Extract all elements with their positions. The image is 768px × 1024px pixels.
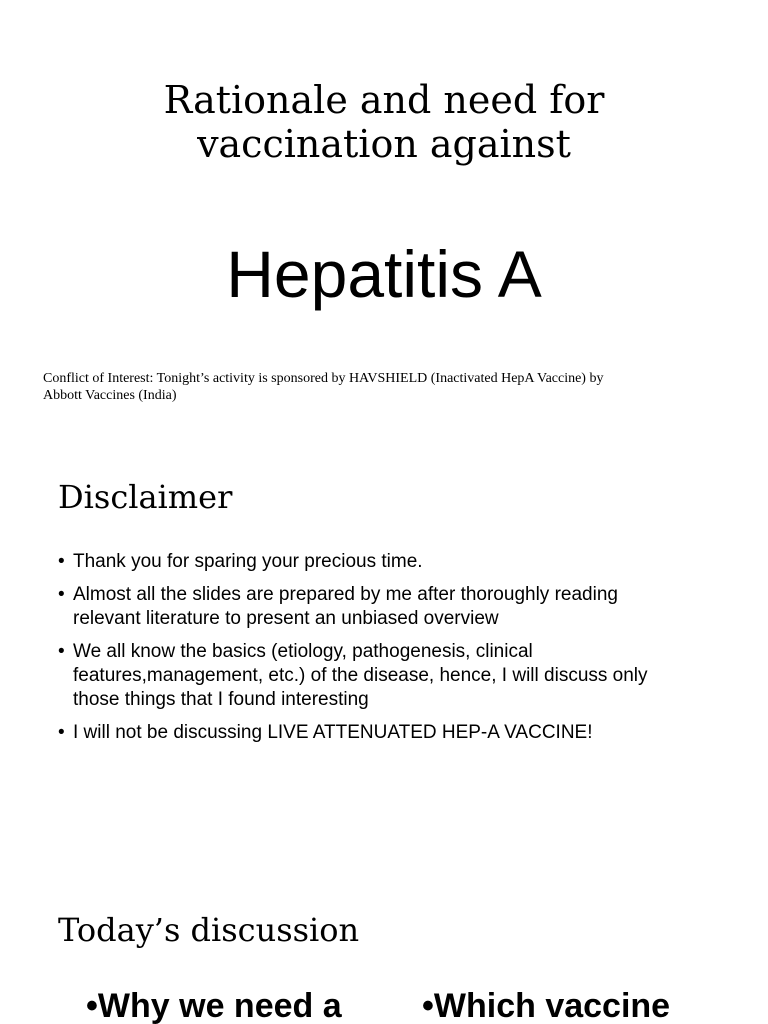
bullet-dot: • <box>58 551 65 572</box>
title-line-2: vaccination against <box>197 122 571 166</box>
disclaimer-slide <box>0 440 768 860</box>
bullet-dot: • <box>58 722 65 743</box>
main-title: Hepatitis A <box>226 237 542 311</box>
bullet-text-line: Almost all the slides are prepared by me after thoroughly reading <box>73 584 618 605</box>
bullet-list <box>58 550 708 754</box>
discussion-right-point: •Which vaccine <box>422 987 671 1024</box>
title-slide <box>0 0 768 440</box>
bullet-dot: • <box>58 584 65 605</box>
bullet-item <box>58 721 708 745</box>
bullet-text-line: those things that I found interesting <box>73 689 369 710</box>
discussion-slide <box>0 860 768 1024</box>
conflict-line-2: Abbott Vaccines (India) <box>43 388 177 403</box>
bullet-dot: • <box>58 641 65 662</box>
bullet-text-line: We all know the basics (etiology, pathogenesis, clinical <box>73 641 533 662</box>
discussion-heading: Today’s discussion <box>58 911 360 949</box>
slide-title <box>0 78 768 166</box>
bullet-text-line: features,management, etc.) of the disease, hence, I will discuss only <box>73 665 648 686</box>
bullet-item <box>58 640 708 712</box>
conflict-of-interest <box>43 370 733 404</box>
title-line-1: Rationale and need for <box>163 78 605 122</box>
bullet-item <box>58 583 708 631</box>
disclaimer-heading: Disclaimer <box>58 478 233 516</box>
bullet-text-line: I will not be discussing LIVE ATTENUATED HEP-A VACCINE! <box>73 722 593 743</box>
bullet-text-line: Thank you for sparing your precious time. <box>73 551 423 572</box>
discussion-left-point: •Why we need a <box>86 987 342 1024</box>
bullet-text-line: relevant literature to present an unbiased overview <box>73 608 499 629</box>
bullet-item <box>58 550 708 574</box>
conflict-line-1: Conflict of Interest: Tonight’s activity is sponsored by HAVSHIELD (Inactivated HepA Vaccine) by <box>43 371 604 386</box>
